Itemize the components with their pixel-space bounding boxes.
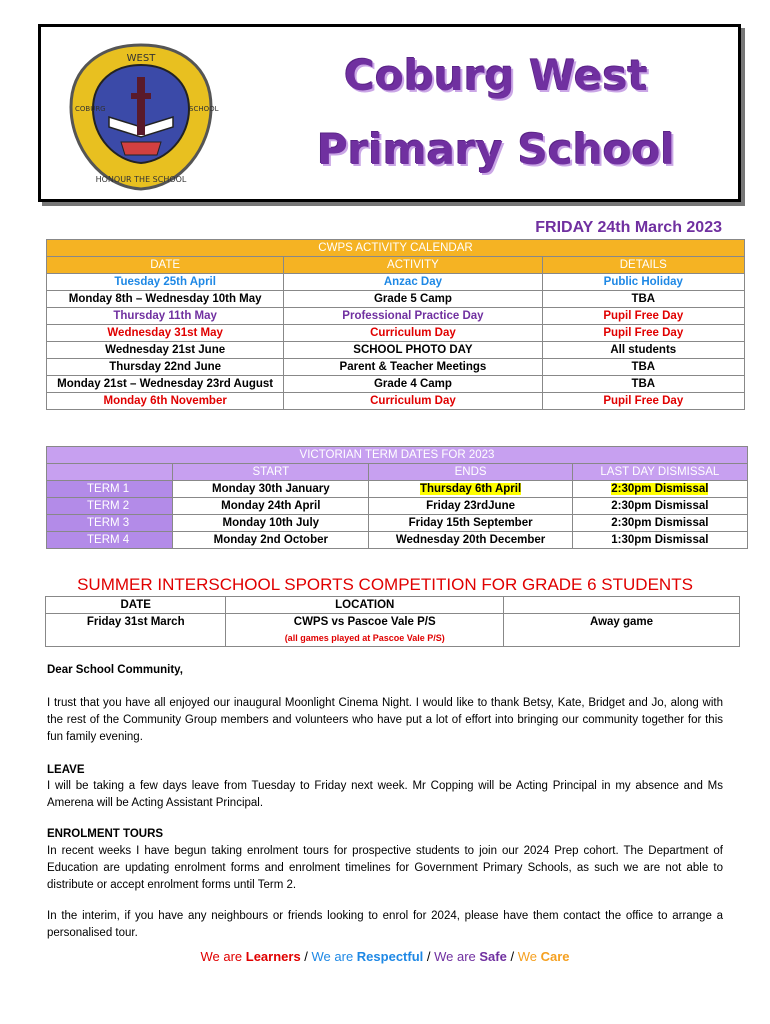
calendar-details: Pupil Free Day <box>542 393 744 410</box>
calendar-row <box>47 393 745 410</box>
school-title-line-1: Coburg West <box>344 51 648 100</box>
term-start: Monday 2nd October <box>173 532 369 549</box>
newsletter-date: FRIDAY 24th March 2023 <box>535 219 722 236</box>
calendar-header-details: DETAILS <box>542 257 744 274</box>
calendar-activity: Grade 4 Camp <box>284 376 542 393</box>
term-start: Monday 30th January <box>173 481 369 498</box>
calendar-date: Wednesday 21st June <box>47 342 284 359</box>
letter-paragraph-1: I trust that you have all enjoyed our inaugural Moonlight Cinema Night. I would like to thank Betsy, Kate, Bridget and Jo, along with the rest of the Community Group members and volunteers who have put a lot of effort into bringing our community together for this fun family evening. <box>47 697 723 743</box>
school-crest-logo <box>61 37 221 197</box>
term-label: TERM 1 <box>47 481 173 498</box>
enrolment-heading <box>47 826 723 843</box>
term-label: TERM 4 <box>47 532 173 549</box>
masthead <box>38 24 741 202</box>
sports-result: Away game <box>504 614 740 647</box>
sports-date: Friday 31st March <box>46 614 226 647</box>
term-dismissal: 2:30pm Dismissal <box>572 498 747 515</box>
calendar-activity: SCHOOL PHOTO DAY <box>284 342 542 359</box>
calendar-header-date: DATE <box>47 257 284 274</box>
term-dismissal <box>572 481 747 498</box>
calendar-activity: Professional Practice Day <box>284 308 542 325</box>
term-dismissal-highlight: 2:30pm Dismissal <box>611 483 709 495</box>
term-header-ends: ENDS <box>369 464 572 481</box>
crest-text-right: SCHOOL <box>189 105 219 113</box>
term-label: TERM 3 <box>47 515 173 532</box>
motto-learners: Learners <box>245 949 301 964</box>
calendar-date: Monday 6th November <box>47 393 284 410</box>
activity-calendar-table <box>46 239 745 410</box>
crest-text-top: WEST <box>126 53 156 64</box>
calendar-header-activity: ACTIVITY <box>284 257 542 274</box>
term-dismissal: 2:30pm Dismissal <box>572 515 747 532</box>
calendar-activity: Parent & Teacher Meetings <box>284 359 542 376</box>
term-dates-table <box>46 446 748 549</box>
term-row <box>47 498 748 515</box>
term-row <box>47 532 748 549</box>
term-dismissal: 1:30pm Dismissal <box>572 532 747 549</box>
sports-table <box>45 596 740 647</box>
enrolment-paragraph-2: In the interim, if you have any neighbours or friends looking to enrol for 2024, please have them contact the office to arrange a personalised tour. <box>47 910 723 939</box>
motto-prefix-4: We <box>517 949 541 964</box>
sports-header-blank <box>504 597 740 614</box>
motto-prefix-2: We are <box>311 949 357 964</box>
sports-heading: SUMMER INTERSCHOOL SPORTS COMPETITION FOR GRADE 6 STUDENTS <box>77 575 693 594</box>
school-title-line-2: Primary School <box>317 125 675 174</box>
letter-greeting <box>47 662 723 679</box>
sports-header-date: DATE <box>46 597 226 614</box>
calendar-details: All students <box>542 342 744 359</box>
calendar-date: Monday 21st – Wednesday 23rd August <box>47 376 284 393</box>
calendar-details: TBA <box>542 376 744 393</box>
term-row <box>47 481 748 498</box>
calendar-activity: Grade 5 Camp <box>284 291 542 308</box>
calendar-date: Monday 8th – Wednesday 10th May <box>47 291 284 308</box>
term-ends: Friday 15th September <box>369 515 572 532</box>
motto-sep: / <box>423 949 435 964</box>
calendar-details: TBA <box>542 291 744 308</box>
calendar-row <box>47 291 745 308</box>
term-label: TERM 2 <box>47 498 173 515</box>
school-motto <box>0 949 770 964</box>
term-ends <box>369 481 572 498</box>
calendar-activity: Anzac Day <box>284 274 542 291</box>
motto-respectful: Respectful <box>356 949 424 964</box>
motto-care: Care <box>540 949 570 964</box>
term-ends: Friday 23rdJune <box>369 498 572 515</box>
calendar-row <box>47 359 745 376</box>
leave-heading-text: LEAVE <box>47 764 85 776</box>
calendar-row <box>47 342 745 359</box>
sports-location: CWPS vs Pascoe Vale P/S <box>226 614 504 631</box>
motto-prefix-1: We are <box>200 949 246 964</box>
term-header-start: START <box>173 464 369 481</box>
calendar-details: TBA <box>542 359 744 376</box>
calendar-row <box>47 376 745 393</box>
calendar-details: Public Holiday <box>542 274 744 291</box>
enrolment-paragraph: In recent weeks I have begun taking enrolment tours for prospective students to join our 2024 Prep cohort. The Department of Education are updating enrolment forms and enrolment timelines for Government Primary Schools, as such we are not able to distribute or accept enrolment forms until Term 2. <box>47 845 723 891</box>
calendar-row <box>47 325 745 342</box>
motto-prefix-3: We are <box>434 949 480 964</box>
term-ends: Wednesday 20th December <box>369 532 572 549</box>
sports-note: (all games played at Pascoe Vale P/S) <box>226 630 504 647</box>
greeting-text: Dear School Community, <box>47 664 183 676</box>
enrolment-heading-text: ENROLMENT TOURS <box>47 828 164 840</box>
crest-text-bottom: HONOUR THE SCHOOL <box>95 175 187 184</box>
term-header-blank <box>47 464 173 481</box>
calendar-activity: Curriculum Day <box>284 393 542 410</box>
sports-header-location: LOCATION <box>226 597 504 614</box>
calendar-date: Tuesday 25th April <box>47 274 284 291</box>
calendar-title: CWPS ACTIVITY CALENDAR <box>47 240 745 257</box>
motto-safe: Safe <box>479 949 507 964</box>
calendar-row <box>47 308 745 325</box>
term-dates-title: VICTORIAN TERM DATES FOR 2023 <box>47 447 748 464</box>
term-header-dismissal: LAST DAY DISMISSAL <box>572 464 747 481</box>
calendar-details: Pupil Free Day <box>542 308 744 325</box>
crest-text-left: COBURG <box>75 105 106 113</box>
term-ends-highlight: Thursday 6th April <box>419 483 522 495</box>
term-start: Monday 24th April <box>173 498 369 515</box>
motto-sep: / <box>506 949 518 964</box>
term-start: Monday 10th July <box>173 515 369 532</box>
motto-sep: / <box>300 949 312 964</box>
calendar-row <box>47 274 745 291</box>
calendar-activity: Curriculum Day <box>284 325 542 342</box>
leave-paragraph: I will be taking a few days leave from Tuesday to Friday next week. Mr Copping will be Acting Principal in my absence and Ms Amerena will be Acting Assistant Principal. <box>47 780 723 809</box>
calendar-details: Pupil Free Day <box>542 325 744 342</box>
term-row <box>47 515 748 532</box>
calendar-date: Thursday 22nd June <box>47 359 284 376</box>
leave-heading <box>47 762 723 779</box>
calendar-date: Thursday 11th May <box>47 308 284 325</box>
calendar-date: Wednesday 31st May <box>47 325 284 342</box>
